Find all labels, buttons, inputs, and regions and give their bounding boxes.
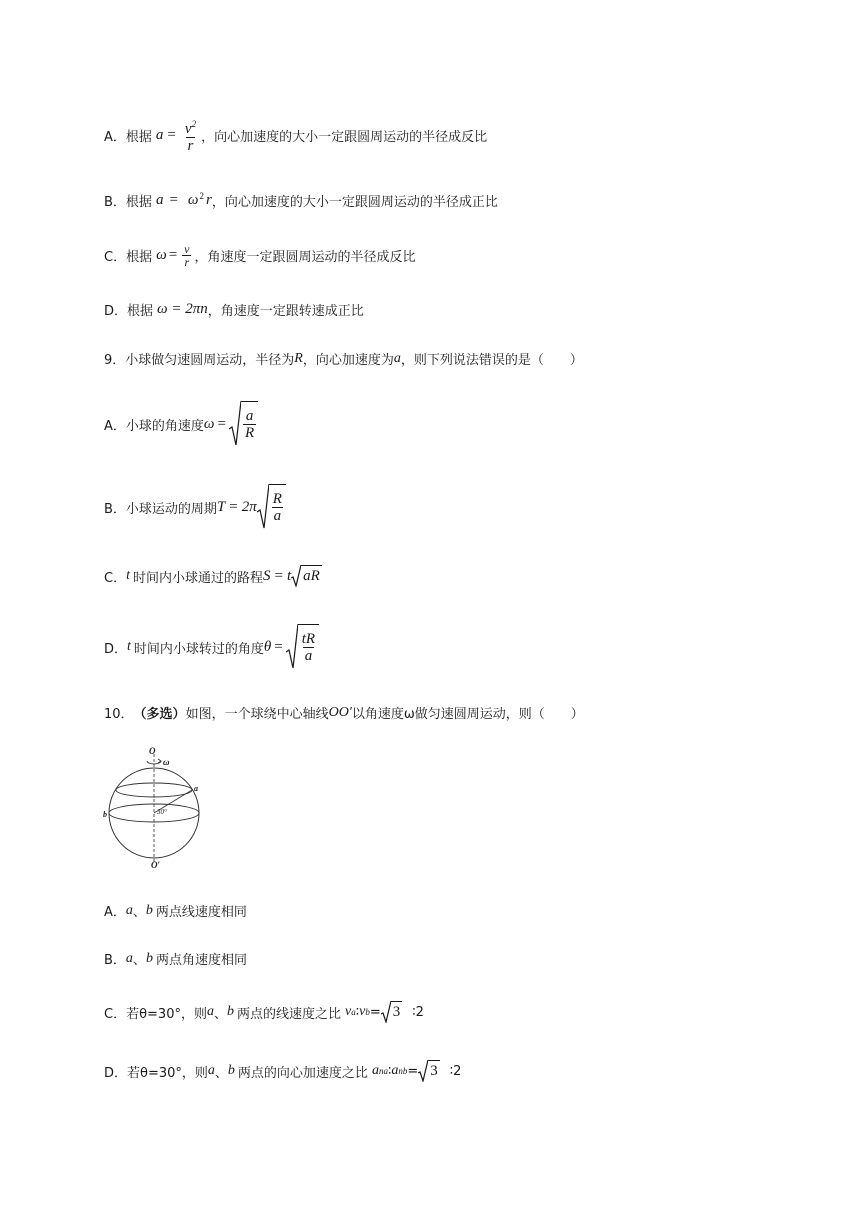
var-t: t — [127, 639, 131, 654]
option-text: 两点的线速度之比 — [236, 1006, 341, 1022]
ratio-colon: ∶ — [355, 1004, 360, 1020]
fraction-numerator: R — [272, 491, 282, 507]
option-label: C． — [104, 570, 127, 586]
sphere-diagram — [100, 742, 210, 874]
option-text: ，角速度一定跟转速成正比 — [207, 304, 364, 319]
option-label: B． — [104, 501, 126, 517]
option-label: D． — [104, 304, 128, 319]
option-text: ，向心加速度的大小一定跟圆周运动的半径成反比 — [201, 129, 488, 145]
question-9-stem — [104, 349, 583, 368]
sub-a: a — [351, 1007, 356, 1017]
fraction — [271, 491, 284, 524]
fraction — [183, 116, 198, 154]
option-text: 时间内小球通过的路程 — [132, 570, 263, 586]
option-label: D． — [104, 641, 128, 657]
var-v: v — [345, 1004, 352, 1019]
sqrt — [418, 1060, 440, 1082]
option-10c — [104, 1001, 424, 1023]
formula-eq: = — [168, 247, 178, 263]
fraction-numerator: a — [245, 408, 254, 424]
sqrt-radicand: 3 — [428, 1060, 440, 1082]
option-text: ，向心加速度的大小一定跟圆周运动的半径成正比 — [211, 195, 498, 210]
ratio-tail: ∶2 — [412, 1004, 424, 1020]
condition-text: 若θ=30°，则 — [126, 1006, 207, 1022]
var-R: R — [294, 350, 303, 366]
question-text: 以角速度ω做匀速圆周运动，则（ ） — [351, 707, 584, 722]
formula-eq: = — [167, 126, 176, 143]
sqrt-radicand — [241, 401, 258, 447]
equals: = — [407, 1063, 419, 1079]
label-theta: 30° — [157, 808, 167, 816]
label-b: b — [103, 810, 107, 819]
label-O: O — [149, 746, 156, 756]
option-label: A． — [104, 129, 126, 145]
option-8c — [104, 243, 416, 268]
fraction-numerator: tR — [301, 631, 316, 647]
formula-a: a — [155, 192, 164, 208]
fraction-denominator: r — [187, 138, 194, 154]
option-text: 两点线速度相同 — [155, 905, 247, 920]
option-text: 根据 — [127, 304, 154, 319]
var-a: a — [391, 1063, 399, 1078]
multi-select-tag: （多选） — [133, 707, 186, 722]
formula: ω = 2πn — [157, 301, 208, 317]
label-a: a — [194, 784, 198, 793]
fraction-denominator: a — [273, 508, 282, 524]
option-9d — [104, 624, 319, 670]
option-label: A． — [104, 905, 126, 920]
sqrt — [229, 401, 258, 447]
fraction-denominator: r — [184, 255, 190, 269]
formula-coef: 2π — [241, 498, 257, 515]
sub-na: na — [378, 1066, 388, 1076]
sqrt — [286, 624, 319, 670]
option-label: B． — [104, 195, 126, 210]
var-b: b — [227, 1063, 235, 1078]
option-9b — [104, 484, 286, 530]
question-10-stem — [104, 703, 584, 722]
var-v: v — [359, 1004, 366, 1019]
fraction — [300, 631, 317, 664]
sqrt — [381, 1001, 403, 1023]
option-8d — [104, 300, 364, 319]
formula-lhs: T — [216, 498, 226, 515]
equals: = — [369, 1004, 381, 1020]
sub-b: b — [365, 1007, 370, 1017]
formula-lhs: a — [155, 126, 164, 143]
question-text: 9．小球做匀速圆周运动，半径为 — [104, 353, 295, 368]
question-number: 10． — [104, 707, 134, 722]
formula-lhs: ω — [203, 415, 215, 432]
question-text: ，向心加速度为 — [302, 353, 394, 368]
option-text: 小球的角速度 — [125, 418, 204, 434]
question-text: 如图，一个球绕中心轴线 — [185, 707, 329, 722]
option-10b — [104, 949, 247, 968]
question-text: ，则下列说法错误的是（ ） — [400, 353, 583, 368]
formula-omega: ω — [187, 192, 199, 208]
fraction-numerator: $v^2$ — [184, 119, 197, 137]
sqrt-radicand: aR — [301, 565, 322, 587]
formula-coef: t — [286, 567, 292, 584]
var-t: t — [126, 568, 130, 583]
option-text: 小球运动的周期 — [125, 501, 217, 517]
option-text: 根据 — [125, 195, 152, 210]
option-text: 根据 — [126, 250, 153, 265]
sqrt-radicand: 3 — [391, 1001, 403, 1023]
formula-lhs: θ — [263, 638, 272, 655]
fraction — [243, 408, 256, 441]
option-9c — [104, 565, 322, 587]
sqrt-radicand — [298, 624, 319, 670]
formula-lhs: S — [262, 567, 271, 584]
sub-nb: nb — [398, 1066, 408, 1076]
label-omega: ω — [163, 757, 170, 767]
var-a: a — [125, 902, 133, 918]
ratio-tail: ∶2 — [449, 1063, 462, 1079]
formula-r: r — [206, 192, 212, 208]
option-text: 两点角速度相同 — [155, 953, 247, 968]
option-label: D． — [104, 1065, 128, 1081]
var-a: a — [371, 1063, 379, 1078]
fraction-denominator: a — [304, 648, 313, 664]
separator: 、 — [213, 1006, 227, 1022]
formula-eq: = — [217, 415, 226, 432]
sqrt — [257, 484, 286, 530]
var-b: b — [145, 902, 153, 918]
var-a: a — [393, 350, 401, 366]
fraction-denominator: R — [244, 425, 255, 441]
axis-label: OO′ — [328, 704, 352, 720]
option-label: A． — [104, 418, 126, 434]
option-text: 时间内小球转过的角度 — [133, 641, 264, 657]
fraction — [182, 243, 191, 268]
var-a: a — [206, 1004, 214, 1019]
sqrt-radicand — [269, 484, 286, 530]
formula-eq: = — [274, 567, 283, 584]
option-10d — [104, 1060, 461, 1082]
label-Oprime: O′ — [151, 860, 161, 870]
formula-eq: = — [229, 498, 238, 515]
var-a: a — [125, 950, 133, 966]
formula-lhs: ω — [156, 247, 167, 263]
option-label: B． — [104, 953, 126, 968]
formula-eq: = — [169, 192, 178, 208]
separator: 、 — [214, 1065, 228, 1081]
ratio-colon: ∶ — [387, 1063, 392, 1079]
option-8b — [104, 191, 498, 210]
option-text: 两点的向心加速度之比 — [237, 1065, 368, 1081]
separator: 、 — [132, 905, 146, 920]
var-b: b — [145, 950, 153, 966]
option-text: 根据 — [125, 129, 152, 145]
option-text: ，角速度一定跟圆周运动的半径成反比 — [194, 250, 416, 265]
option-8a — [104, 116, 487, 154]
formula-exp: 2 — [199, 191, 204, 201]
sqrt — [291, 565, 322, 587]
option-9a — [104, 401, 258, 447]
separator: 、 — [132, 953, 146, 968]
var-a: a — [207, 1063, 215, 1078]
option-10a — [104, 901, 247, 920]
condition-text: 若θ=30°，则 — [127, 1065, 208, 1081]
var-b: b — [226, 1004, 234, 1019]
fraction-numerator: v — [184, 242, 190, 256]
formula-eq: = — [274, 638, 283, 655]
option-label: C． — [104, 250, 127, 265]
option-label: C． — [104, 1006, 127, 1022]
